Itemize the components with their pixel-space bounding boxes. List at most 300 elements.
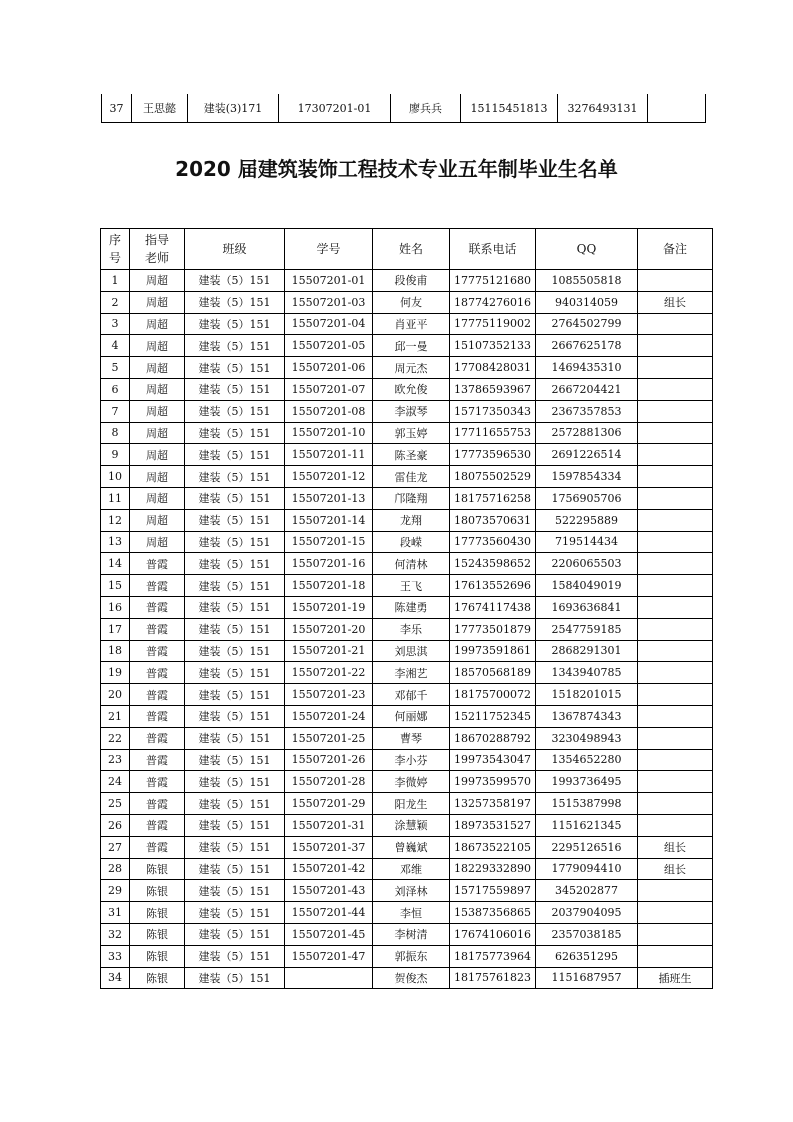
cell-class: 建装（5）151 [185, 705, 285, 727]
table-row [101, 640, 713, 662]
cell-no: 32 [101, 923, 130, 945]
cell-note [638, 814, 713, 836]
cell-student-id: 17307201-01 [279, 94, 391, 123]
cell-teacher: 普霞 [130, 836, 185, 858]
cell-phone: 17674117438 [450, 596, 536, 618]
cell-name: 何友 [373, 291, 450, 313]
cell-note [638, 902, 713, 924]
header-row [101, 229, 713, 270]
table-row [101, 902, 713, 924]
cell-class: 建装（5）151 [185, 814, 285, 836]
cell-phone: 17775119002 [450, 313, 536, 335]
cell-note [638, 553, 713, 575]
table-row [101, 553, 713, 575]
cell-class: 建装（5）151 [185, 662, 285, 684]
cell-phone: 18073570631 [450, 509, 536, 531]
cell-qq: 2367357853 [536, 400, 638, 422]
cell-phone: 13257358197 [450, 793, 536, 815]
cell-student-id: 15507201-25 [285, 727, 373, 749]
cell-student-id: 15507201-22 [285, 662, 373, 684]
table-row [101, 618, 713, 640]
cell-teacher: 周超 [130, 531, 185, 553]
header-no [101, 229, 130, 270]
cell-qq: 2295126516 [536, 836, 638, 858]
cell-no: 20 [101, 684, 130, 706]
cell-phone: 13786593967 [450, 378, 536, 400]
cell-student-id: 15507201-04 [285, 313, 373, 335]
cell-class: 建装（5）151 [185, 575, 285, 597]
cell-phone: 18175761823 [450, 967, 536, 989]
cell-teacher: 周超 [130, 335, 185, 357]
cell-name: 段俊甫 [373, 270, 450, 292]
cell-student-id: 15507201-47 [285, 945, 373, 967]
table-row [101, 967, 713, 989]
cell-no: 12 [101, 509, 130, 531]
cell-teacher: 王思懿 [132, 94, 188, 123]
cell-teacher: 周超 [130, 444, 185, 466]
cell-name: 郭振东 [373, 945, 450, 967]
cell-student-id: 15507201-07 [285, 378, 373, 400]
cell-note: 组长 [638, 836, 713, 858]
cell-no: 13 [101, 531, 130, 553]
cell-class: 建装（5）151 [185, 335, 285, 357]
cell-note [638, 335, 713, 357]
table-row [101, 945, 713, 967]
cell-note [638, 880, 713, 902]
cell-phone: 17773596530 [450, 444, 536, 466]
cell-no: 25 [101, 793, 130, 815]
cell-phone: 18774276016 [450, 291, 536, 313]
header-student-id: 学号 [285, 229, 373, 270]
cell-class: 建装（5）151 [185, 793, 285, 815]
table-row [101, 575, 713, 597]
cell-teacher: 普霞 [130, 596, 185, 618]
table-row [101, 662, 713, 684]
cell-note [638, 400, 713, 422]
cell-class: 建装（5）151 [185, 640, 285, 662]
table-row [101, 858, 713, 880]
header-note: 备注 [638, 229, 713, 270]
table-row [101, 814, 713, 836]
cell-qq: 3276493131 [558, 94, 648, 123]
page-title: 2020 届建筑装饰工程技术专业五年制毕业生名单 [175, 157, 618, 181]
cell-student-id: 15507201-13 [285, 487, 373, 509]
cell-phone: 15211752345 [450, 705, 536, 727]
table-row [101, 836, 713, 858]
cell-no: 23 [101, 749, 130, 771]
cell-no: 19 [101, 662, 130, 684]
table-row [101, 596, 713, 618]
cell-no: 18 [101, 640, 130, 662]
header-teacher-line2: 老师 [144, 251, 169, 265]
cell-class: 建装（5）151 [185, 727, 285, 749]
cell-teacher: 周超 [130, 357, 185, 379]
cell-teacher: 普霞 [130, 727, 185, 749]
cell-note [638, 313, 713, 335]
cell-note [638, 705, 713, 727]
cell-note [638, 662, 713, 684]
cell-phone: 15717559897 [450, 880, 536, 902]
header-qq: QQ [536, 229, 638, 270]
cell-qq: 1354652280 [536, 749, 638, 771]
cell-phone: 17613552696 [450, 575, 536, 597]
cell-phone: 15115451813 [461, 94, 558, 123]
cell-name: 涂慧颖 [373, 814, 450, 836]
cell-teacher: 周超 [130, 378, 185, 400]
cell-class: 建装（5）151 [185, 270, 285, 292]
cell-teacher: 周超 [130, 509, 185, 531]
table-row [101, 270, 713, 292]
cell-teacher: 陈银 [130, 902, 185, 924]
cell-phone: 18075502529 [450, 466, 536, 488]
cell-note [638, 923, 713, 945]
cell-no: 9 [101, 444, 130, 466]
table-row [101, 357, 713, 379]
cell-qq: 2572881306 [536, 422, 638, 444]
cell-class: 建装（5）151 [185, 531, 285, 553]
cell-student-id: 15507201-31 [285, 814, 373, 836]
cell-class: 建装（5）151 [185, 836, 285, 858]
cell-note [638, 618, 713, 640]
cell-note [638, 684, 713, 706]
cell-phone: 15717350343 [450, 400, 536, 422]
cell-name: 李乐 [373, 618, 450, 640]
cell-student-id: 15507201-42 [285, 858, 373, 880]
cell-note [638, 575, 713, 597]
cell-teacher: 周超 [130, 291, 185, 313]
cell-phone: 18175773964 [450, 945, 536, 967]
table-row [101, 705, 713, 727]
cell-name: 雷佳龙 [373, 466, 450, 488]
table-row [101, 509, 713, 531]
cell-class: 建装（5）151 [185, 596, 285, 618]
cell-teacher: 陈银 [130, 923, 185, 945]
cell-student-id: 15507201-45 [285, 923, 373, 945]
cell-qq: 2667204421 [536, 378, 638, 400]
table-row [101, 487, 713, 509]
cell-teacher: 普霞 [130, 575, 185, 597]
cell-teacher: 普霞 [130, 793, 185, 815]
cell-student-id: 15507201-15 [285, 531, 373, 553]
cell-no: 6 [101, 378, 130, 400]
cell-name: 段嵘 [373, 531, 450, 553]
cell-note [638, 640, 713, 662]
cell-class: 建装（5）151 [185, 858, 285, 880]
cell-phone: 17773501879 [450, 618, 536, 640]
cell-no: 8 [101, 422, 130, 444]
cell-student-id: 15507201-28 [285, 771, 373, 793]
cell-student-id: 15507201-06 [285, 357, 373, 379]
cell-note: 插班生 [638, 967, 713, 989]
cell-class: 建装(3)171 [188, 94, 279, 123]
table-row [101, 313, 713, 335]
cell-qq: 2691226514 [536, 444, 638, 466]
cell-name: 李恒 [373, 902, 450, 924]
cell-qq: 1085505818 [536, 270, 638, 292]
cell-qq: 1151621345 [536, 814, 638, 836]
cell-qq: 719514434 [536, 531, 638, 553]
cell-name: 刘思淇 [373, 640, 450, 662]
cell-name: 郭玉婷 [373, 422, 450, 444]
cell-phone: 17711655753 [450, 422, 536, 444]
cell-teacher: 周超 [130, 487, 185, 509]
cell-note [638, 378, 713, 400]
cell-student-id: 15507201-08 [285, 400, 373, 422]
cell-name: 陈建勇 [373, 596, 450, 618]
cell-teacher: 周超 [130, 400, 185, 422]
cell-note [638, 270, 713, 292]
cell-teacher: 陈银 [130, 880, 185, 902]
continued-table [101, 94, 706, 123]
cell-qq: 1151687957 [536, 967, 638, 989]
cell-note [638, 422, 713, 444]
cell-class: 建装（5）151 [185, 487, 285, 509]
cell-no: 14 [101, 553, 130, 575]
cell-teacher: 普霞 [130, 705, 185, 727]
cell-student-id: 15507201-10 [285, 422, 373, 444]
cell-student-id: 15507201-11 [285, 444, 373, 466]
cell-class: 建装（5）151 [185, 400, 285, 422]
cell-class: 建装（5）151 [185, 422, 285, 444]
header-no-line1: 序 [108, 233, 121, 247]
cell-phone: 18229332890 [450, 858, 536, 880]
cell-teacher: 陈银 [130, 967, 185, 989]
cell-phone: 19973591861 [450, 640, 536, 662]
header-teacher [130, 229, 185, 270]
cell-qq: 3230498943 [536, 727, 638, 749]
cell-note [638, 466, 713, 488]
table-row [101, 291, 713, 313]
cell-student-id: 15507201-20 [285, 618, 373, 640]
cell-note [638, 531, 713, 553]
cell-class: 建装（5）151 [185, 378, 285, 400]
cell-no: 22 [101, 727, 130, 749]
cell-name: 王飞 [373, 575, 450, 597]
cell-student-id: 15507201-01 [285, 270, 373, 292]
cell-teacher: 普霞 [130, 553, 185, 575]
cell-student-id: 15507201-18 [285, 575, 373, 597]
cell-no: 31 [101, 902, 130, 924]
cell-class: 建装（5）151 [185, 466, 285, 488]
cell-qq: 1597854334 [536, 466, 638, 488]
cell-name: 周元杰 [373, 357, 450, 379]
table-row [101, 531, 713, 553]
cell-no: 37 [102, 94, 132, 123]
cell-qq: 1693636841 [536, 596, 638, 618]
table-row [101, 400, 713, 422]
header-teacher-line1: 指导 [144, 233, 169, 247]
cell-qq: 2547759185 [536, 618, 638, 640]
cell-qq: 940314059 [536, 291, 638, 313]
cell-note [638, 945, 713, 967]
cell-phone: 18175716258 [450, 487, 536, 509]
cell-name: 曹琴 [373, 727, 450, 749]
cell-qq: 2037904095 [536, 902, 638, 924]
table-row [101, 422, 713, 444]
cell-qq: 1515387998 [536, 793, 638, 815]
cell-name: 陈圣豪 [373, 444, 450, 466]
cell-note [638, 596, 713, 618]
cell-class: 建装（5）151 [185, 923, 285, 945]
cell-no: 24 [101, 771, 130, 793]
table-row [101, 444, 713, 466]
graduates-table [100, 228, 713, 989]
cell-student-id: 15507201-29 [285, 793, 373, 815]
cell-student-id: 15507201-14 [285, 509, 373, 531]
cell-teacher: 普霞 [130, 684, 185, 706]
table-row [101, 466, 713, 488]
cell-teacher: 普霞 [130, 640, 185, 662]
cell-teacher: 普霞 [130, 662, 185, 684]
cell-phone: 18175700072 [450, 684, 536, 706]
cell-no: 2 [101, 291, 130, 313]
cell-phone: 18973531527 [450, 814, 536, 836]
cell-student-id [285, 967, 373, 989]
cell-class: 建装（5）151 [185, 771, 285, 793]
cell-name: 欧允俊 [373, 378, 450, 400]
cell-name: 邱一曼 [373, 335, 450, 357]
cell-name: 肖亚平 [373, 313, 450, 335]
cell-name: 李淑琴 [373, 400, 450, 422]
cell-qq: 1993736495 [536, 771, 638, 793]
table-row [101, 923, 713, 945]
cell-note [638, 357, 713, 379]
cell-class: 建装（5）151 [185, 553, 285, 575]
cell-note [638, 444, 713, 466]
cell-teacher: 普霞 [130, 771, 185, 793]
cell-qq: 2868291301 [536, 640, 638, 662]
cell-name: 何清林 [373, 553, 450, 575]
cell-no: 33 [101, 945, 130, 967]
cell-no: 27 [101, 836, 130, 858]
cell-class: 建装（5）151 [185, 749, 285, 771]
cell-class: 建装（5）151 [185, 880, 285, 902]
cell-no: 34 [101, 967, 130, 989]
cell-class: 建装（5）151 [185, 291, 285, 313]
cell-name: 李微婷 [373, 771, 450, 793]
header-class: 班级 [185, 229, 285, 270]
header-name: 姓名 [373, 229, 450, 270]
cell-class: 建装（5）151 [185, 945, 285, 967]
cell-qq: 1779094410 [536, 858, 638, 880]
cell-qq: 1584049019 [536, 575, 638, 597]
cell-no: 26 [101, 814, 130, 836]
cell-no: 1 [101, 270, 130, 292]
cell-class: 建装（5）151 [185, 509, 285, 531]
cell-student-id: 15507201-16 [285, 553, 373, 575]
cell-class: 建装（5）151 [185, 357, 285, 379]
cell-name: 邝隆翔 [373, 487, 450, 509]
cell-no: 7 [101, 400, 130, 422]
cell-phone: 18570568189 [450, 662, 536, 684]
table-row [101, 378, 713, 400]
cell-teacher: 普霞 [130, 749, 185, 771]
cell-student-id: 15507201-44 [285, 902, 373, 924]
cell-name: 邓郁千 [373, 684, 450, 706]
cell-phone: 18670288792 [450, 727, 536, 749]
cell-student-id: 15507201-26 [285, 749, 373, 771]
cell-teacher: 周超 [130, 466, 185, 488]
table-body [101, 270, 713, 989]
cell-phone: 18673522105 [450, 836, 536, 858]
cell-name: 刘泽林 [373, 880, 450, 902]
table-row [101, 771, 713, 793]
cell-qq: 1367874343 [536, 705, 638, 727]
cell-phone: 15107352133 [450, 335, 536, 357]
cell-teacher: 陈银 [130, 858, 185, 880]
cell-no: 21 [101, 705, 130, 727]
cell-phone: 17674106016 [450, 923, 536, 945]
cell-student-id: 15507201-12 [285, 466, 373, 488]
cell-qq: 2667625178 [536, 335, 638, 357]
cell-no: 16 [101, 596, 130, 618]
cell-phone: 17708428031 [450, 357, 536, 379]
cell-name: 龙翔 [373, 509, 450, 531]
cell-qq: 1469435310 [536, 357, 638, 379]
cell-phone: 19973543047 [450, 749, 536, 771]
cell-class: 建装（5）151 [185, 618, 285, 640]
cell-qq: 626351295 [536, 945, 638, 967]
table-row [101, 335, 713, 357]
cell-phone: 19973599570 [450, 771, 536, 793]
table-row [102, 94, 706, 123]
cell-note [638, 771, 713, 793]
cell-student-id: 15507201-43 [285, 880, 373, 902]
table-row [101, 727, 713, 749]
cell-class: 建装（5）151 [185, 684, 285, 706]
cell-phone: 17773560430 [450, 531, 536, 553]
cell-no: 15 [101, 575, 130, 597]
cell-qq: 522295889 [536, 509, 638, 531]
cell-name: 阳龙生 [373, 793, 450, 815]
cell-student-id: 15507201-19 [285, 596, 373, 618]
cell-no: 4 [101, 335, 130, 357]
header-no-line2: 号 [108, 251, 121, 265]
cell-no: 11 [101, 487, 130, 509]
cell-name: 李湘艺 [373, 662, 450, 684]
cell-qq: 2357038185 [536, 923, 638, 945]
cell-class: 建装（5）151 [185, 902, 285, 924]
table-row [101, 684, 713, 706]
cell-qq: 345202877 [536, 880, 638, 902]
table-row [101, 793, 713, 815]
cell-note [638, 749, 713, 771]
cell-note [638, 509, 713, 531]
cell-name: 廖兵兵 [391, 94, 461, 123]
cell-class: 建装（5）151 [185, 444, 285, 466]
cell-note: 组长 [638, 858, 713, 880]
cell-name: 李小芬 [373, 749, 450, 771]
table-row [101, 749, 713, 771]
cell-phone: 17775121680 [450, 270, 536, 292]
cell-teacher: 周超 [130, 313, 185, 335]
cell-name: 贺俊杰 [373, 967, 450, 989]
cell-student-id: 15507201-03 [285, 291, 373, 313]
cell-note [648, 94, 706, 123]
cell-teacher: 陈银 [130, 945, 185, 967]
cell-qq: 1343940785 [536, 662, 638, 684]
cell-no: 10 [101, 466, 130, 488]
cell-class: 建装（5）151 [185, 967, 285, 989]
header-phone: 联系电话 [450, 229, 536, 270]
cell-note [638, 793, 713, 815]
cell-name: 邓维 [373, 858, 450, 880]
cell-name: 李树清 [373, 923, 450, 945]
cell-note [638, 487, 713, 509]
cell-name: 曾巍斌 [373, 836, 450, 858]
cell-no: 28 [101, 858, 130, 880]
cell-no: 17 [101, 618, 130, 640]
